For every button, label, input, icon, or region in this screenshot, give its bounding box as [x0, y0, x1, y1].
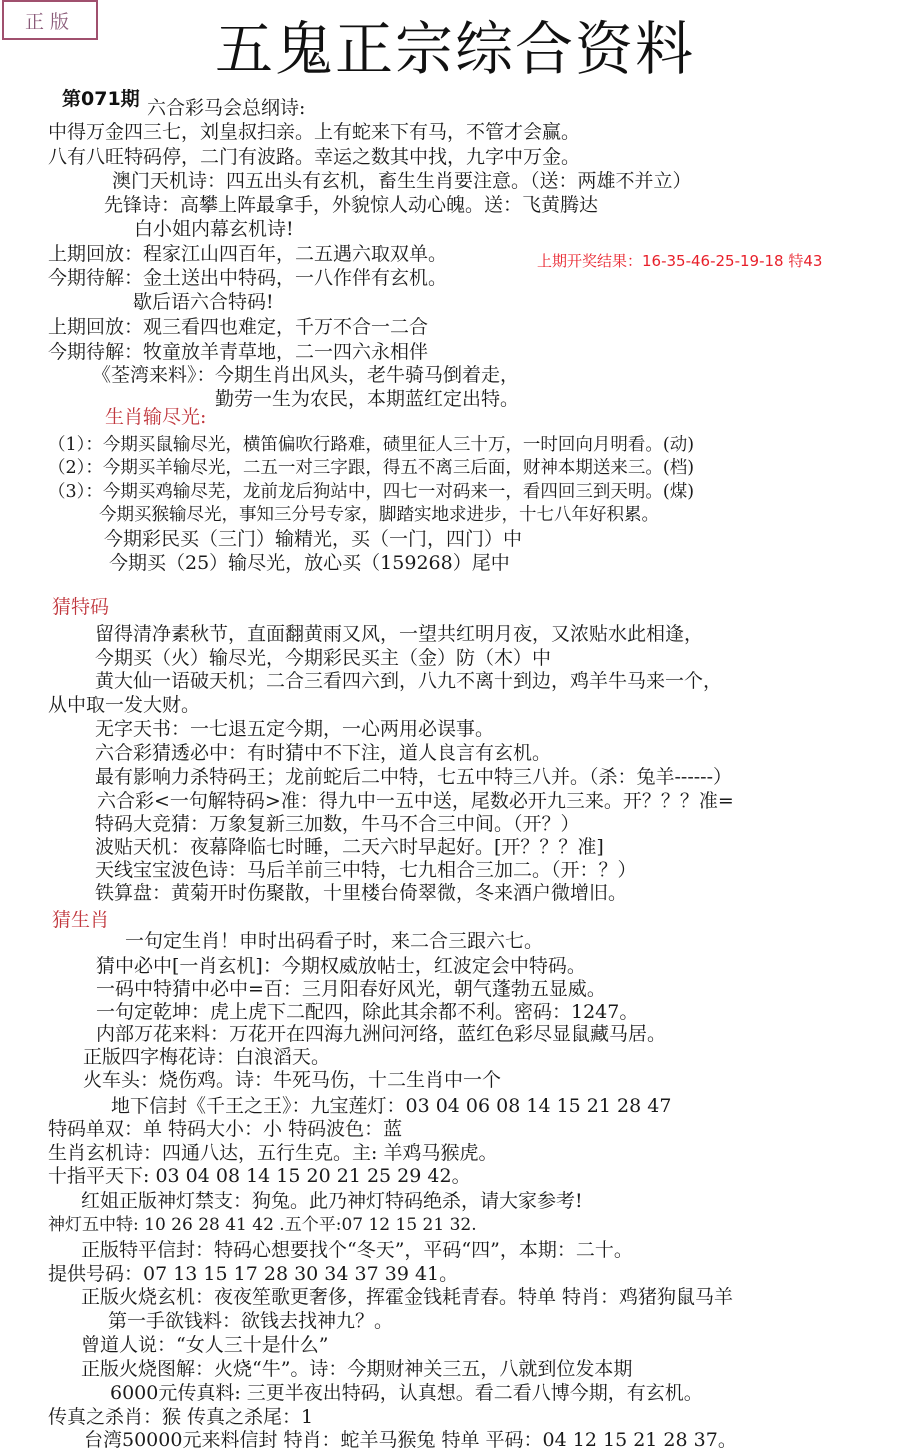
text-line: 八有八旺特码停，二门有波路。幸运之数其中找，九字中万金。 — [48, 146, 581, 168]
text-line: 《荃湾来料》： — [92, 364, 216, 386]
text-line: 一句定生肖！申时出码看子时，来二合三跟六七。 — [125, 930, 544, 952]
text-line: 特码大竞猜：万象复新三加数，牛马不合三中间。（开？） — [95, 813, 580, 835]
text-line: 火车头：烧伤鸡。诗：牛死马伤，十二生肖中一个 — [83, 1069, 502, 1091]
text-line: 无字天书：一七退五定今期，一心两用必误事。 — [95, 718, 495, 740]
text-line: 今期待解：金土送出中特码，一八作伴有玄机。 — [48, 267, 448, 289]
text-line: 地下信封《千王之王》：九宝莲灯：03 04 06 08 14 15 21 28 47 — [111, 1095, 672, 1117]
text-line: 十指平天下: 03 04 08 14 15 20 21 25 29 42。 — [48, 1165, 471, 1187]
text-line: （2）：今期买羊输尽光，二五一对三字跟，得五不离三后面，财神本期送来三。(档) — [48, 458, 695, 478]
text-line: 一码中特猜中必中=百：三月阳春好风光，朝气蓬勃五显威。 — [96, 978, 606, 1000]
text-line: 正版特平信封：特码心想要找个“冬天”，平码“四”，本期：二十。 — [81, 1239, 633, 1261]
text-line: 最有影响力杀特码王；龙前蛇后二中特，七五中特三八并。（杀：兔羊------） — [95, 766, 733, 788]
section-heading-guess-tema: 猜特码 — [52, 596, 110, 618]
text-line: 6000元传真料: 三更半夜出特码，认真想。看二看八博今期，有玄机。 — [110, 1382, 703, 1404]
text-line: 生肖玄机诗：四通八达，五行生克。主: 羊鸡马猴虎。 — [48, 1142, 498, 1164]
text-line: 上期回放：观三看四也难定，千万不合一二合 — [48, 316, 429, 338]
text-line: 天线宝宝波色诗：马后羊前三中特，七九相合三加二。（开：？） — [95, 859, 637, 881]
last-draw-result: 上期开奖结果：16-35-46-25-19-18 特43 — [537, 252, 823, 270]
text-line: 六合彩<一句解特码>准：得九中一五中送，尾数必开九三来。开？？？准= — [97, 790, 734, 812]
section-heading-shengxiao-lose: 生肖输尽光: — [105, 406, 207, 428]
section-heading-guess-shengxiao: 猜生肖 — [52, 909, 110, 931]
issue-number: 第071期 — [62, 88, 140, 110]
text-line: 今期待解：牧童放羊青草地，二一四六永相伴 — [48, 341, 429, 363]
text-line: 勤劳一生为农民，本期蓝红定出特。 — [215, 388, 520, 410]
text-line: 红姐正版神灯禁支：狗兔。此乃神灯特码绝杀，请大家参考! — [81, 1190, 583, 1212]
text-line: 铁算盘：黄菊开时伤聚散，十里楼台倚翠微，冬来酒户微增旧。 — [95, 882, 628, 904]
text-line: 中得万金四三七，刘皇叔扫亲。上有蛇来下有马，不管才会赢。 — [48, 121, 581, 143]
text-line: 神灯五中特: 10 26 28 41 42 .五个平:07 12 15 21 32. — [48, 1215, 477, 1235]
text-line: 今期彩民买（三门）输精光，买（一门，四门）中 — [104, 528, 523, 550]
text-line: 歇后语六合特码! — [133, 291, 274, 313]
text-line: 从中取一发大财。 — [48, 694, 201, 716]
text-line: 波贴天机：夜幕降临七时睡，二天六时早起好。[开？？？准] — [95, 836, 604, 858]
text-line: 台湾50000元来料信封 特肖：蛇羊马猴兔 特单 平码：04 12 15 21 28 37。 — [84, 1429, 737, 1451]
text-line: 今期买（火）输尽光，今期彩民买主（金）防（木）中 — [95, 647, 552, 669]
page-title: 五鬼正宗综合资料 — [215, 15, 696, 83]
text-line: 一句定乾坤：虎上虎下二配四，除此其余都不利。密码：1247。 — [96, 1001, 639, 1023]
text-line: 今期生肖出风头，老牛骑马倒着走， — [215, 364, 520, 386]
text-line: 猜中必中[一肖玄机]：今期权威放帖士，红波定会中特码。 — [96, 955, 586, 977]
text-line: 白小姐内幕玄机诗! — [134, 218, 294, 240]
text-line: 上期回放：程家江山四百年，二五遇六取双单。 — [48, 243, 448, 265]
text-line: 传真之杀肖：猴 传真之杀尾：1 — [48, 1406, 314, 1428]
text-line: 内部万花来料：万花开在四海九洲问河络，蓝红色彩尽显鼠藏马居。 — [96, 1023, 667, 1045]
text-line: 先锋诗：高攀上阵最拿手，外貌惊人动心魄。送：飞黄腾达 — [104, 194, 599, 216]
genuine-stamp: 正版 — [2, 0, 98, 40]
text-line: 留得清净素秋节，直面翻黄雨又风，一望共红明月夜，又浓贴水此相逢， — [95, 623, 704, 645]
text-line: 第一手欲钱料：欲钱去找神九？。 — [108, 1310, 394, 1332]
text-line: （1）：今期买鼠输尽光，横笛偏吹行路难，碛里征人三十万，一时回向月明看。(动) — [48, 435, 695, 455]
text-line: 澳门天机诗：四五出头有玄机，畜生生肖要注意。（送：两雄不并立） — [112, 170, 692, 192]
text-line: 黄大仙一语破天机；二合三看四六到，八九不离十到边，鸡羊牛马来一个， — [95, 670, 723, 692]
text-line: （3）：今期买鸡输尽芜，龙前龙后狗站中，四七一对码来一，看四回三到天明。(煤) — [48, 482, 695, 502]
text-line: 六合彩猜透必中：有时猜中不下注，道人良言有玄机。 — [95, 742, 552, 764]
text-line: 正版火烧玄机：夜夜笙歌更奢侈，挥霍金钱耗青春。特单 特肖：鸡猪狗鼠马羊 — [81, 1286, 734, 1308]
text-line: 今期买猴输尽光，事知三分号专家，脚踏实地求进步，十七八年好积累。 — [99, 505, 659, 525]
text-line: 正版火烧图解：火烧“牛”。诗：今期财神关三五，八就到位发本期 — [81, 1358, 633, 1380]
text-line: 特码单双：单 特码大小：小 特码波色：蓝 — [48, 1118, 403, 1140]
text-line: 曾道人说：“女人三十是什么” — [81, 1334, 329, 1356]
text-line: 提供号码：07 13 15 17 28 30 34 37 39 41。 — [48, 1263, 459, 1285]
text-line: 正版四字梅花诗：白浪滔天。 — [83, 1046, 331, 1068]
text-line: 六合彩马会总纲诗: — [147, 97, 306, 119]
text-line: 今期买（25）输尽光，放心买（159268）尾中 — [109, 552, 510, 574]
